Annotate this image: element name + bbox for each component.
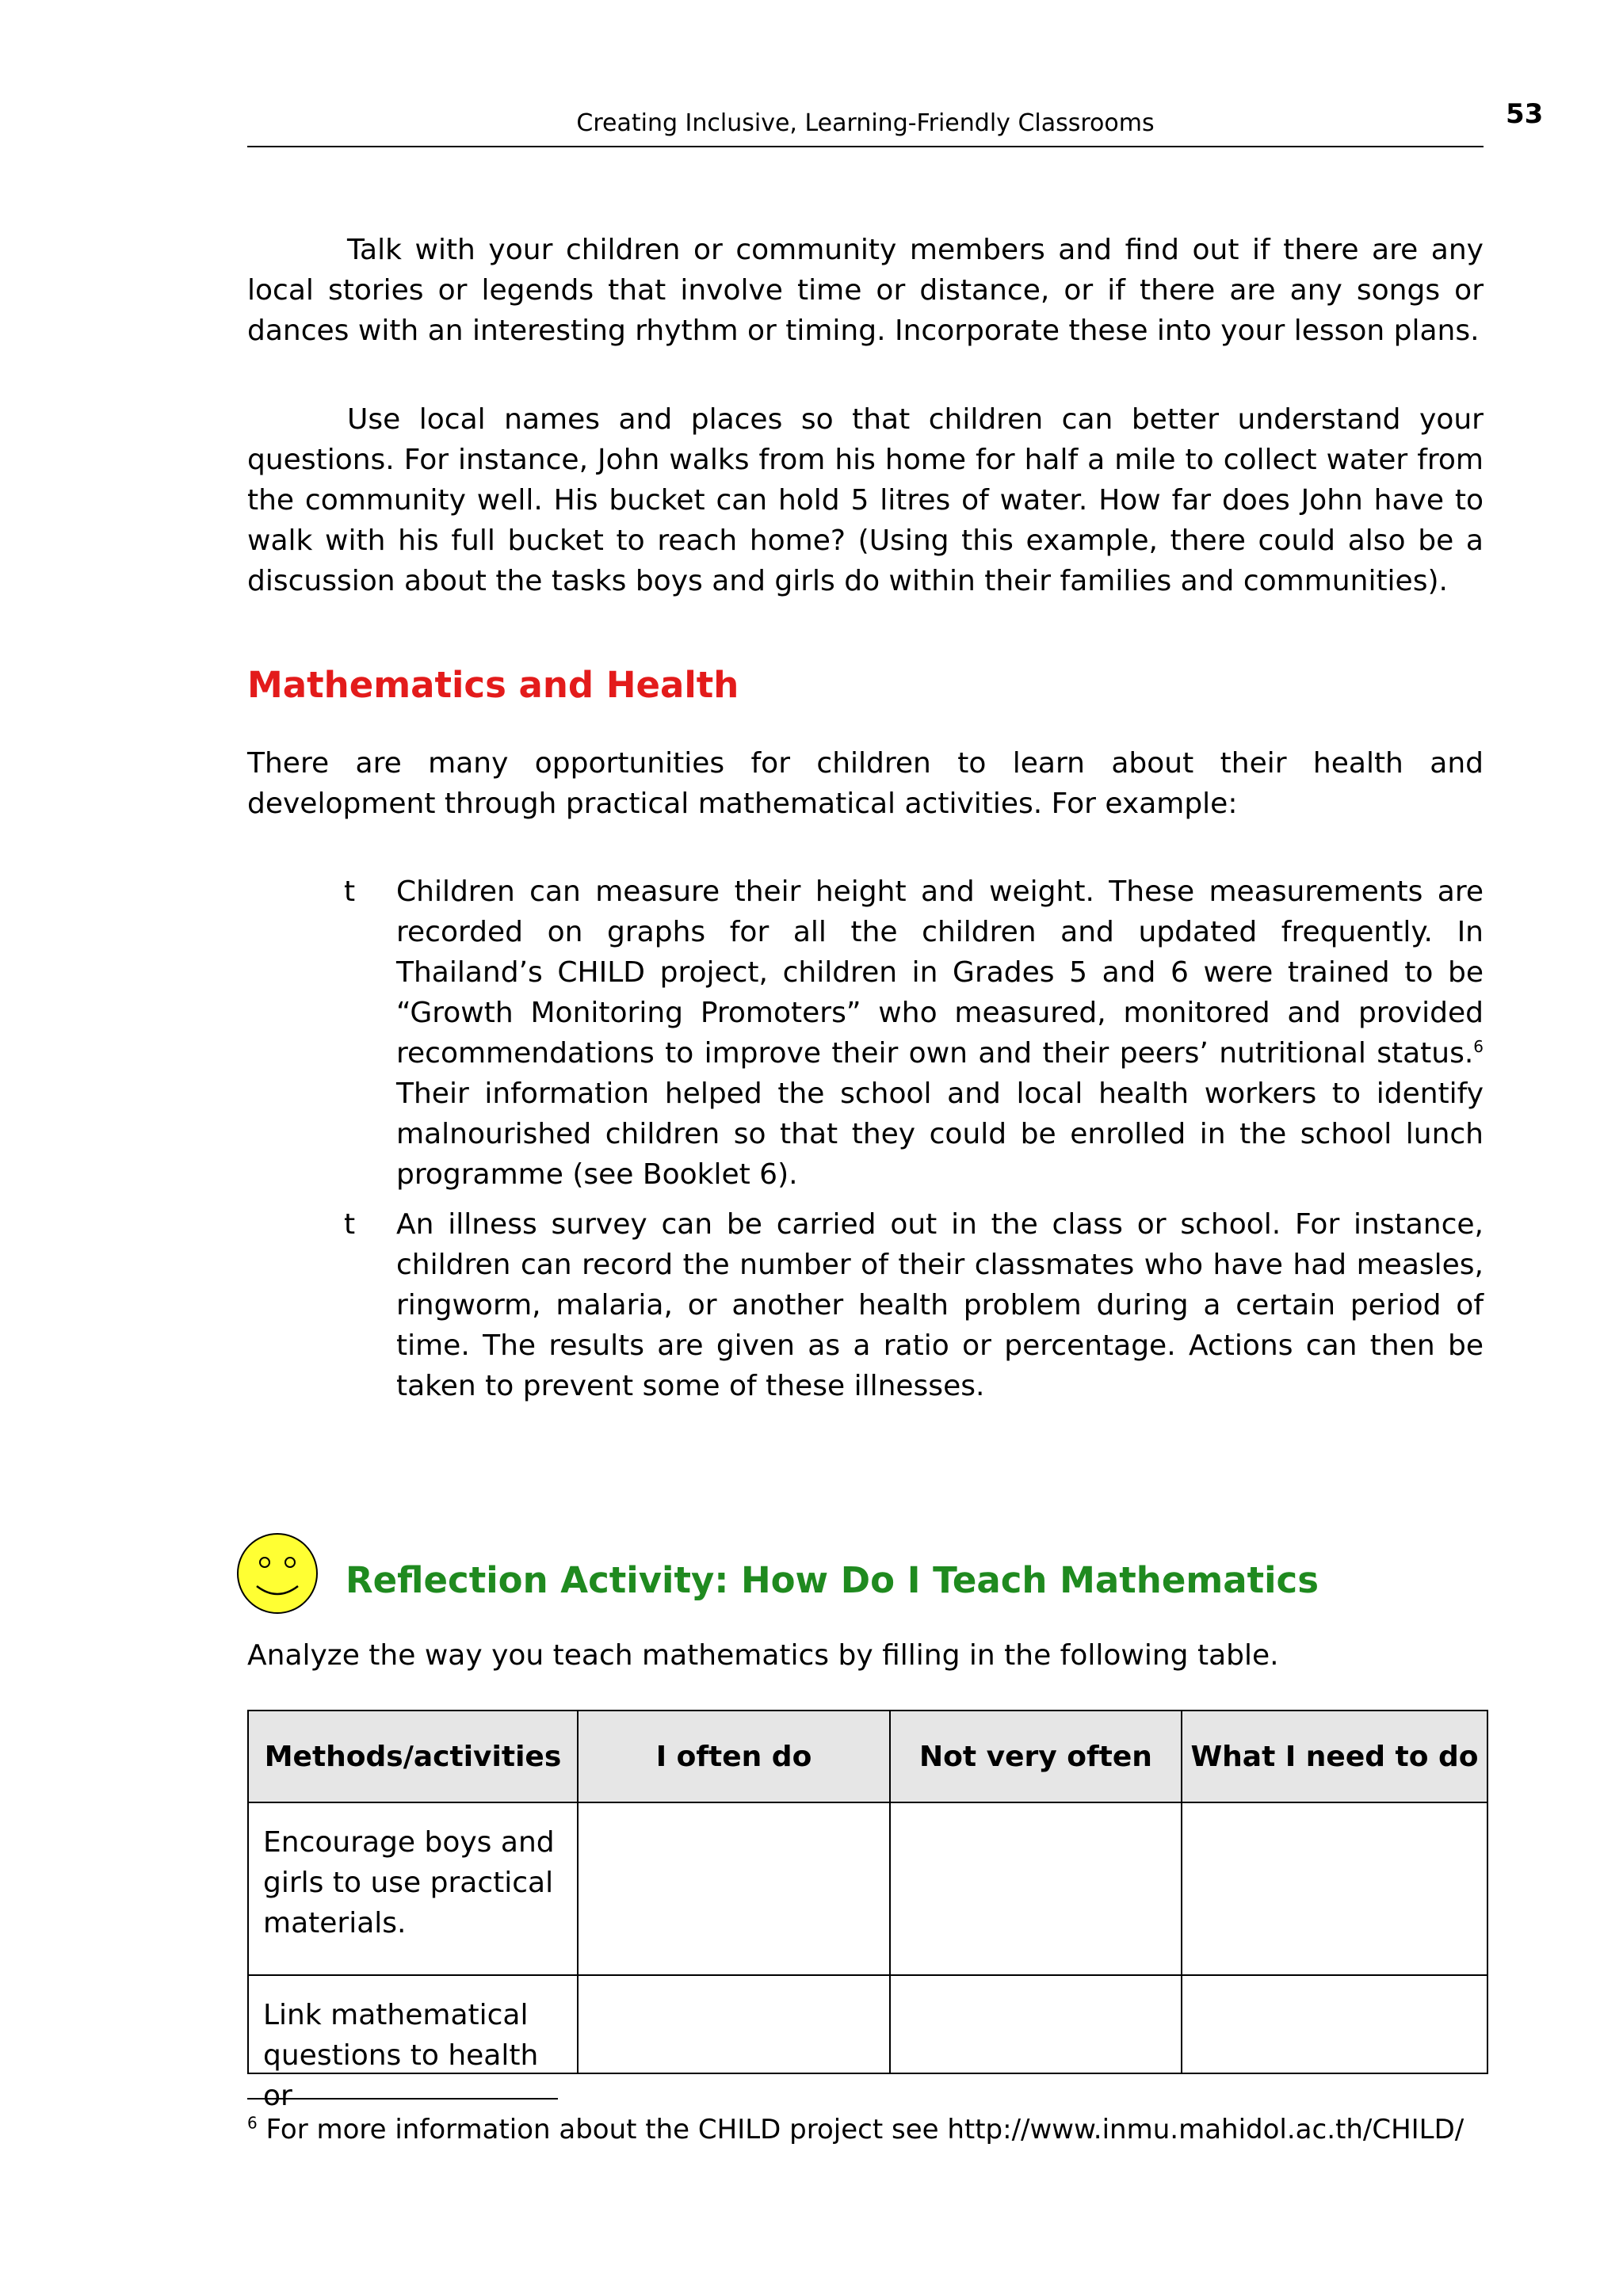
table-cell-need-to-do[interactable] bbox=[1182, 1975, 1487, 2073]
section-heading: Mathematics and Health bbox=[247, 664, 739, 706]
running-header bbox=[247, 101, 1484, 147]
bullet-marker: t bbox=[344, 1208, 356, 1241]
reflection-table bbox=[247, 1710, 1488, 2112]
column-header-not-often: Not very often bbox=[890, 1711, 1182, 1802]
table-header-row bbox=[248, 1711, 1487, 1802]
footnote bbox=[247, 2111, 1464, 2149]
column-header-need-to-do: What I need to do bbox=[1182, 1711, 1487, 1802]
footnote-divider bbox=[247, 2098, 558, 2100]
table-cell-method bbox=[248, 1802, 578, 1975]
paragraph-local-stories: Talk with your children or community members and find out if there are any local stories or legends that involve time or distance, or if there are any songs or dances with an interesting rhythm or timing. Incorporate these into your lesson plans. bbox=[247, 234, 1484, 347]
cell-text bbox=[905, 1995, 1167, 2073]
cell-text bbox=[593, 1995, 875, 2073]
table-cell-need-to-do[interactable] bbox=[1182, 1802, 1487, 1975]
table-cell-not-often[interactable] bbox=[890, 1802, 1182, 1975]
bullet-text-part: Children can measure their height and weight. These measurements are recorded on graphs for all the children and updated frequently. In Thailand’s CHILD project, children in Grades 5 and 6 were trained to be “Growth Monitoring Promoters” who measured, monitored and provided recommendations to improve their own and their peers’ nutritional status. bbox=[396, 875, 1484, 1070]
reflection-intro: Analyze the way you teach mathematics by filling in the following table. bbox=[247, 1639, 1279, 1672]
table-cell-not-often[interactable] bbox=[890, 1975, 1182, 2073]
bullet-item-illness-survey bbox=[396, 1204, 1484, 1406]
reflection-heading: Reflection Activity: How Do I Teach Mathematics bbox=[346, 1559, 1319, 1601]
column-header-often: I often do bbox=[578, 1711, 890, 1802]
smiley-face-circle bbox=[238, 1534, 317, 1613]
page-number: 53 bbox=[1506, 98, 1544, 130]
table-row bbox=[248, 1802, 1487, 1975]
running-title: Creating Inclusive, Learning-Friendly Classrooms bbox=[576, 109, 1155, 137]
bullet-text-part: An illness survey can be carried out in the class or school. For instance, children can record the number of their classmates who have had measles, ringworm, malaria, or another health problem during a certain period of time. The results are given as a ratio or percentage. Actions can then be taken to prevent some of these illnesses. bbox=[396, 1208, 1484, 1402]
column-header-methods: Methods/activities bbox=[248, 1711, 578, 1802]
footnote-text: For more information about the CHILD project see http://www.inmu.mahidol.ac.th/CHILD/ bbox=[257, 2114, 1465, 2145]
section-intro: There are many opportunities for children to learn about their health and development through practical mathematical activities. For example: bbox=[247, 747, 1484, 820]
table-cell-often[interactable] bbox=[578, 1975, 890, 2073]
cell-text: Link mathematical questions to health or bbox=[263, 1999, 539, 2112]
cell-text bbox=[1197, 1995, 1472, 2073]
footnote-reference: 6 bbox=[1473, 1037, 1484, 1056]
paragraph-local-names: Use local names and places so that children can better understand your questions. For instance, John walks from his home for half a mile to collect water from the community well. His bucket can hold 5 litres of water. How far does John have to walk with his full bucket to reach home? (Using this example, there could also be a discussion about the tasks boys and girls do within their families and communities). bbox=[247, 403, 1484, 597]
bullet-item-measure bbox=[396, 871, 1484, 1195]
footnote-number: 6 bbox=[247, 2113, 258, 2133]
table-row bbox=[248, 1975, 1487, 2073]
bullet-text-part: Their information helped the school and local health workers to identify malnourished children so that they could be enrolled in the school lunch programme (see Booklet 6). bbox=[396, 1077, 1484, 1191]
bullet-marker: t bbox=[344, 875, 356, 908]
smiley-face-icon bbox=[235, 1531, 320, 1616]
table-cell-often[interactable] bbox=[578, 1802, 890, 1975]
table-cell-method bbox=[248, 1975, 578, 2112]
cell-text: Encourage boys and girls to use practical materials. bbox=[263, 1826, 555, 1939]
